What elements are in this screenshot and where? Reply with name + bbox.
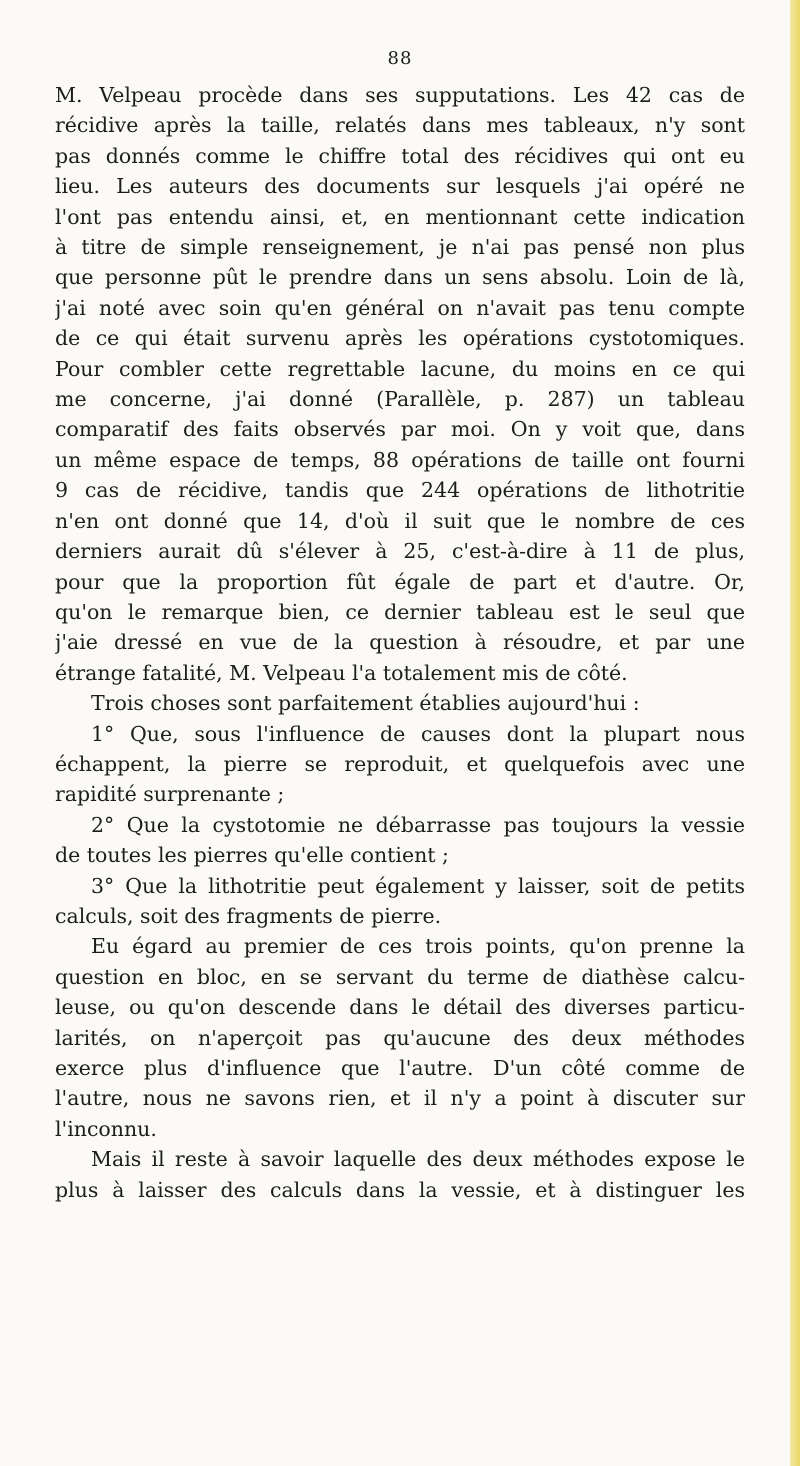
- text-line: question en bloc, en se servant du terme de diathèse calcu-: [55, 964, 745, 989]
- text-line: calculs, soit des fragments de pierre.: [55, 903, 442, 928]
- page-number: 88: [387, 48, 413, 69]
- text-line: 3° Que la lithotritie peut également y laisser, soit de petits: [91, 873, 745, 898]
- text-line: Eu égard au premier de ces trois points, qu'on prenne la: [91, 934, 745, 959]
- text-line: récidive après la taille, relatés dans mes tableaux, n'y sont: [55, 113, 745, 138]
- text-line: à titre de simple renseignement, je n'ai pas pensé non plus: [55, 235, 745, 260]
- text-line: plus à laisser des calculs dans la vessie, et à distinguer les: [55, 1177, 745, 1202]
- text-line: un même espace de temps, 88 opérations de taille ont fourni: [55, 447, 745, 472]
- text-line: exerce plus d'influence que l'autre. D'un côté comme de: [55, 1056, 745, 1080]
- text-line: Trois choses sont parfaitement établies aujourd'hui :: [91, 691, 640, 716]
- text-line: n'en ont donné que 14, d'où il suit que le nombre de ces: [55, 508, 745, 533]
- text-line: pas donnés comme le chiffre total des récidives qui ont eu: [55, 143, 745, 168]
- text-line: M. Velpeau procède dans ses supputations. Les 42 cas de: [55, 83, 745, 107]
- text-line: l'ont pas entendu ainsi, et, en mentionnant cette indication: [55, 204, 745, 229]
- text-line: que personne pût le prendre dans un sens absolu. Loin de là,: [55, 265, 745, 290]
- text-line: derniers aurait dû s'élever à 25, c'est-à-dire à 11 de plus,: [55, 539, 745, 564]
- text-line: leuse, ou qu'on descende dans le détail des diverses particu-: [55, 995, 745, 1020]
- text-line: rapidité surprenante ;: [55, 782, 285, 807]
- text-line: pour que la proportion fût égale de part et d'autre. Or,: [55, 569, 745, 594]
- text-line: larités, on n'aperçoit pas qu'aucune des deux méthodes: [55, 1025, 745, 1050]
- page-edge: [790, 0, 800, 1466]
- text-line: de ce qui était survenu après les opérations cystotomiques.: [55, 326, 745, 351]
- text-line: Mais il reste à savoir laquelle des deux méthodes expose le: [91, 1147, 745, 1172]
- text-line: comparatif des faits observés par moi. On y voit que, dans: [55, 417, 745, 442]
- text-line: l'inconnu.: [55, 1116, 157, 1141]
- text-line: lieu. Les auteurs des documents sur lesquels j'ai opéré ne: [55, 174, 745, 199]
- text-line: de toutes les pierres qu'elle contient ;: [55, 843, 449, 868]
- text-line: j'ai noté avec soin qu'en général on n'avait pas tenu compte: [55, 295, 745, 320]
- text-line: 9 cas de récidive, tandis que 244 opérations de lithotritie: [55, 478, 745, 503]
- text-line: échappent, la pierre se reproduit, et quelquefois avec une: [55, 751, 745, 776]
- body-text: [55, 80, 745, 1205]
- text-line: 1° Que, sous l'influence de causes dont la plupart nous: [91, 721, 745, 746]
- text-line: j'aie dressé en vue de la question à résoudre, et par une: [55, 630, 745, 655]
- text-line: me concerne, j'ai donné (Parallèle, p. 287) un tableau: [55, 387, 745, 412]
- text-line: étrange fatalité, M. Velpeau l'a totalement mis de côté.: [55, 660, 628, 685]
- text-line: 2° Que la cystotomie ne débarrasse pas toujours la vessie: [91, 812, 745, 837]
- text-line: Pour combler cette regrettable lacune, du moins en ce qui: [55, 356, 745, 381]
- text-line: qu'on le remarque bien, ce dernier tableau est le seul que: [55, 599, 745, 624]
- text-line: l'autre, nous ne savons rien, et il n'y a point à discuter sur: [55, 1086, 745, 1111]
